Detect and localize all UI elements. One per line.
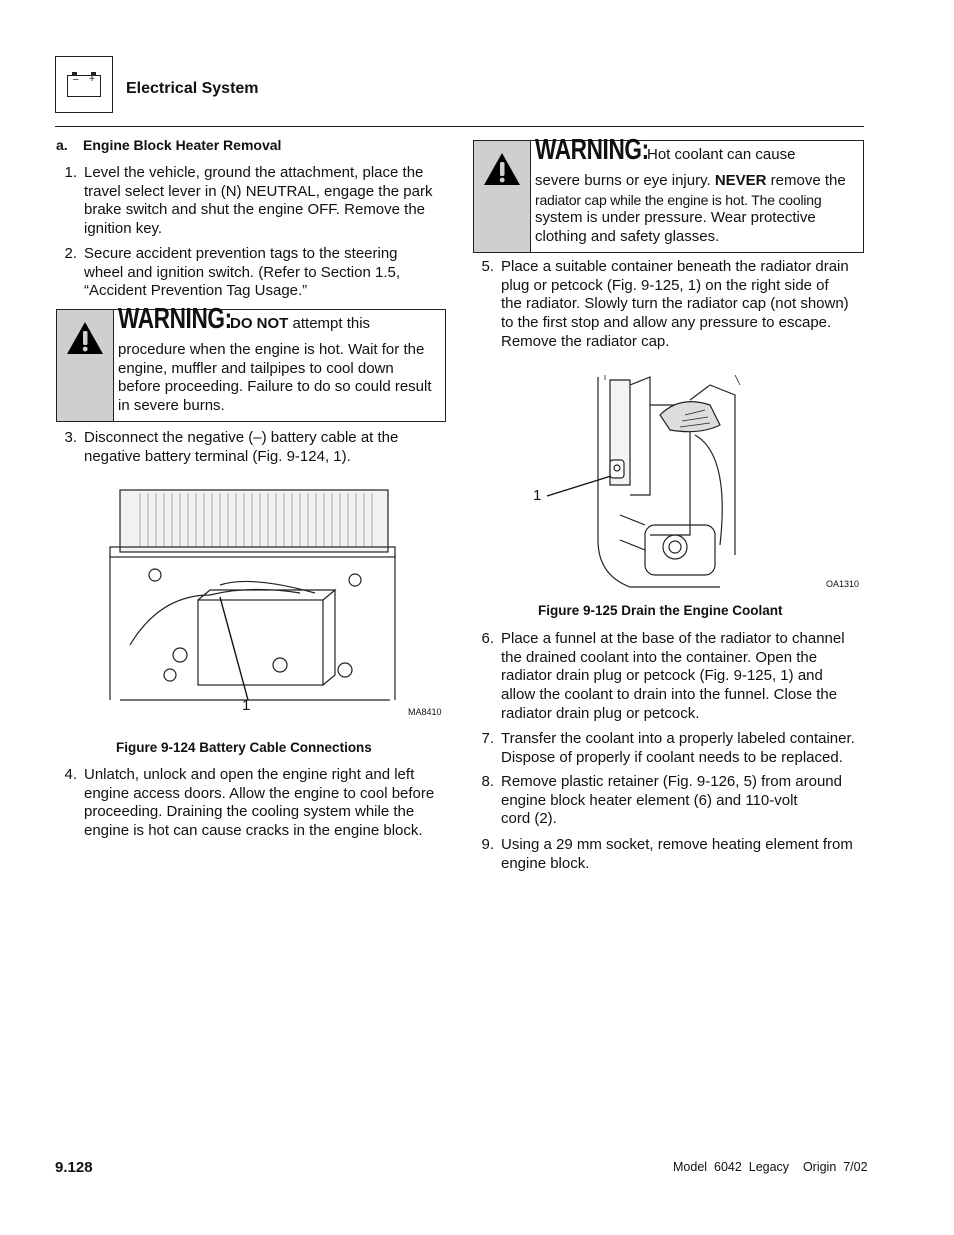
step-line: Place a funnel at the base of the radiator to channel <box>501 630 845 647</box>
section-icon-box <box>55 56 113 113</box>
subheading-text: Engine Block Heater Removal <box>83 137 282 153</box>
step-line: plug or petcock (Fig. 9-125, 1) on the right side of <box>501 276 829 294</box>
step-line: Place a suitable container beneath the radiator drain <box>501 258 849 275</box>
figure-9-124-caption: Figure 9-124 Battery Cable Connections <box>116 740 372 755</box>
step-line: radiator drain plug or petcock. <box>501 704 700 722</box>
battery-minus-symbol: – <box>73 74 79 85</box>
warning-line: before proceeding. Failure to do so could result <box>118 378 432 396</box>
warning-box-hot-coolant <box>473 134 864 253</box>
warning-text: attempt this <box>288 315 371 332</box>
step-line: negative battery terminal (Fig. 9-124, 1). <box>84 447 351 465</box>
step-number: 6. <box>481 630 494 647</box>
step-line: brake switch and shut the engine OFF. Remove the <box>84 201 426 219</box>
step-number: 5. <box>481 258 494 275</box>
warning-side-panel <box>474 141 531 252</box>
warning-text: Hot coolant can cause <box>647 146 796 163</box>
warning-bold-lead: DO NOT <box>230 315 289 332</box>
warning-side-panel <box>57 310 114 421</box>
step-line: allow the coolant to drain into the funnel. Close the <box>501 686 838 704</box>
step-line: travel select lever in (N) NEUTRAL, engage the park <box>84 182 433 200</box>
step-line: engine is hot can cause cracks in the engine block. <box>84 822 423 840</box>
step-line: the drained coolant into the container. Open the <box>501 648 818 666</box>
subheading-letter: a. <box>56 137 68 153</box>
step-line: “Accident Prevention Tag Usage.” <box>84 282 308 300</box>
warning-line: radiator cap while the engine is hot. The cooling <box>535 191 822 208</box>
warning-line: clothing and safety glasses. <box>535 228 720 246</box>
figure-9-125-code: OA1310 <box>826 579 860 589</box>
step-line: cord (2). <box>501 810 557 828</box>
step-number: 7. <box>481 730 494 747</box>
step-line: Transfer the coolant into a properly labeled container. <box>501 730 855 747</box>
figure-9-125-caption: Figure 9-125 Drain the Engine Coolant <box>538 603 783 618</box>
figure-9-124-code: MA8410 <box>408 707 442 717</box>
step-line: Using a 29 mm socket, remove heating element from <box>501 836 853 853</box>
warning-heading: WARNING: <box>535 134 649 166</box>
step-line: engine access doors. Allow the engine to cool before <box>84 784 435 802</box>
warning-bold-never: NEVER <box>714 172 767 189</box>
section-title: Electrical System <box>126 80 259 97</box>
model-info: Model 6042 Legacy Origin 7/02 <box>673 1160 868 1174</box>
warning-triangle-icon <box>482 151 522 187</box>
step-line: engine block. <box>501 854 590 872</box>
step-line: radiator drain plug or petcock (Fig. 9-125, 1) and <box>501 667 823 685</box>
step-line: to the first stop and allow any pressure to escape. <box>501 314 832 332</box>
warning-line: in severe burns. <box>118 397 225 415</box>
warning-text: severe burns or eye injury. <box>535 172 715 189</box>
header-divider <box>55 126 864 127</box>
step-line: the radiator. Slowly turn the radiator cap (not shown) <box>501 295 849 313</box>
warning-line: engine, muffler and tailpipes to cool down <box>118 359 394 377</box>
figure-9-125-callout: 1 <box>533 487 542 504</box>
step-number: 8. <box>481 773 494 790</box>
figure-9-125-leader-line <box>545 470 615 500</box>
subheading <box>56 137 281 153</box>
step-line: proceeding. Draining the cooling system while the <box>84 803 415 821</box>
figure-9-124-callout: 1 <box>242 697 251 714</box>
battery-plus-symbol: + <box>89 74 95 85</box>
warning-box-hot-engine <box>56 303 446 422</box>
warning-heading: WARNING: <box>118 303 232 335</box>
step-line: Unlatch, unlock and open the engine right and left <box>84 766 415 783</box>
step-number: 4. <box>64 766 77 783</box>
warning-text: remove the <box>766 172 846 189</box>
step-number: 1. <box>64 164 77 181</box>
battery-icon <box>67 75 101 97</box>
step-number: 9. <box>481 836 494 853</box>
figure-9-124-illustration <box>100 485 400 720</box>
warning-line: system is under pressure. Wear protective <box>535 209 816 227</box>
step-line: Disconnect the negative (–) battery cable at the <box>84 429 399 446</box>
step-line: Secure accident prevention tags to the steering <box>84 245 398 262</box>
warning-line: procedure when the engine is hot. Wait for the <box>118 341 425 358</box>
page-number: 9.128 <box>55 1159 93 1176</box>
step-number: 2. <box>64 245 77 262</box>
step-line: Remove plastic retainer (Fig. 9-126, 5) from around <box>501 773 842 790</box>
step-number: 3. <box>64 429 77 446</box>
step-line: wheel and ignition switch. (Refer to Section 1.5, <box>84 263 401 281</box>
step-line: engine block heater element (6) and 110-volt <box>501 791 798 809</box>
step-line: ignition key. <box>84 220 163 238</box>
step-line: Remove the radiator cap. <box>501 332 670 350</box>
step-line: Dispose of properly if coolant needs to be replaced. <box>501 748 843 766</box>
warning-triangle-icon <box>65 320 105 356</box>
step-line: Level the vehicle, ground the attachment, place the <box>84 164 424 181</box>
